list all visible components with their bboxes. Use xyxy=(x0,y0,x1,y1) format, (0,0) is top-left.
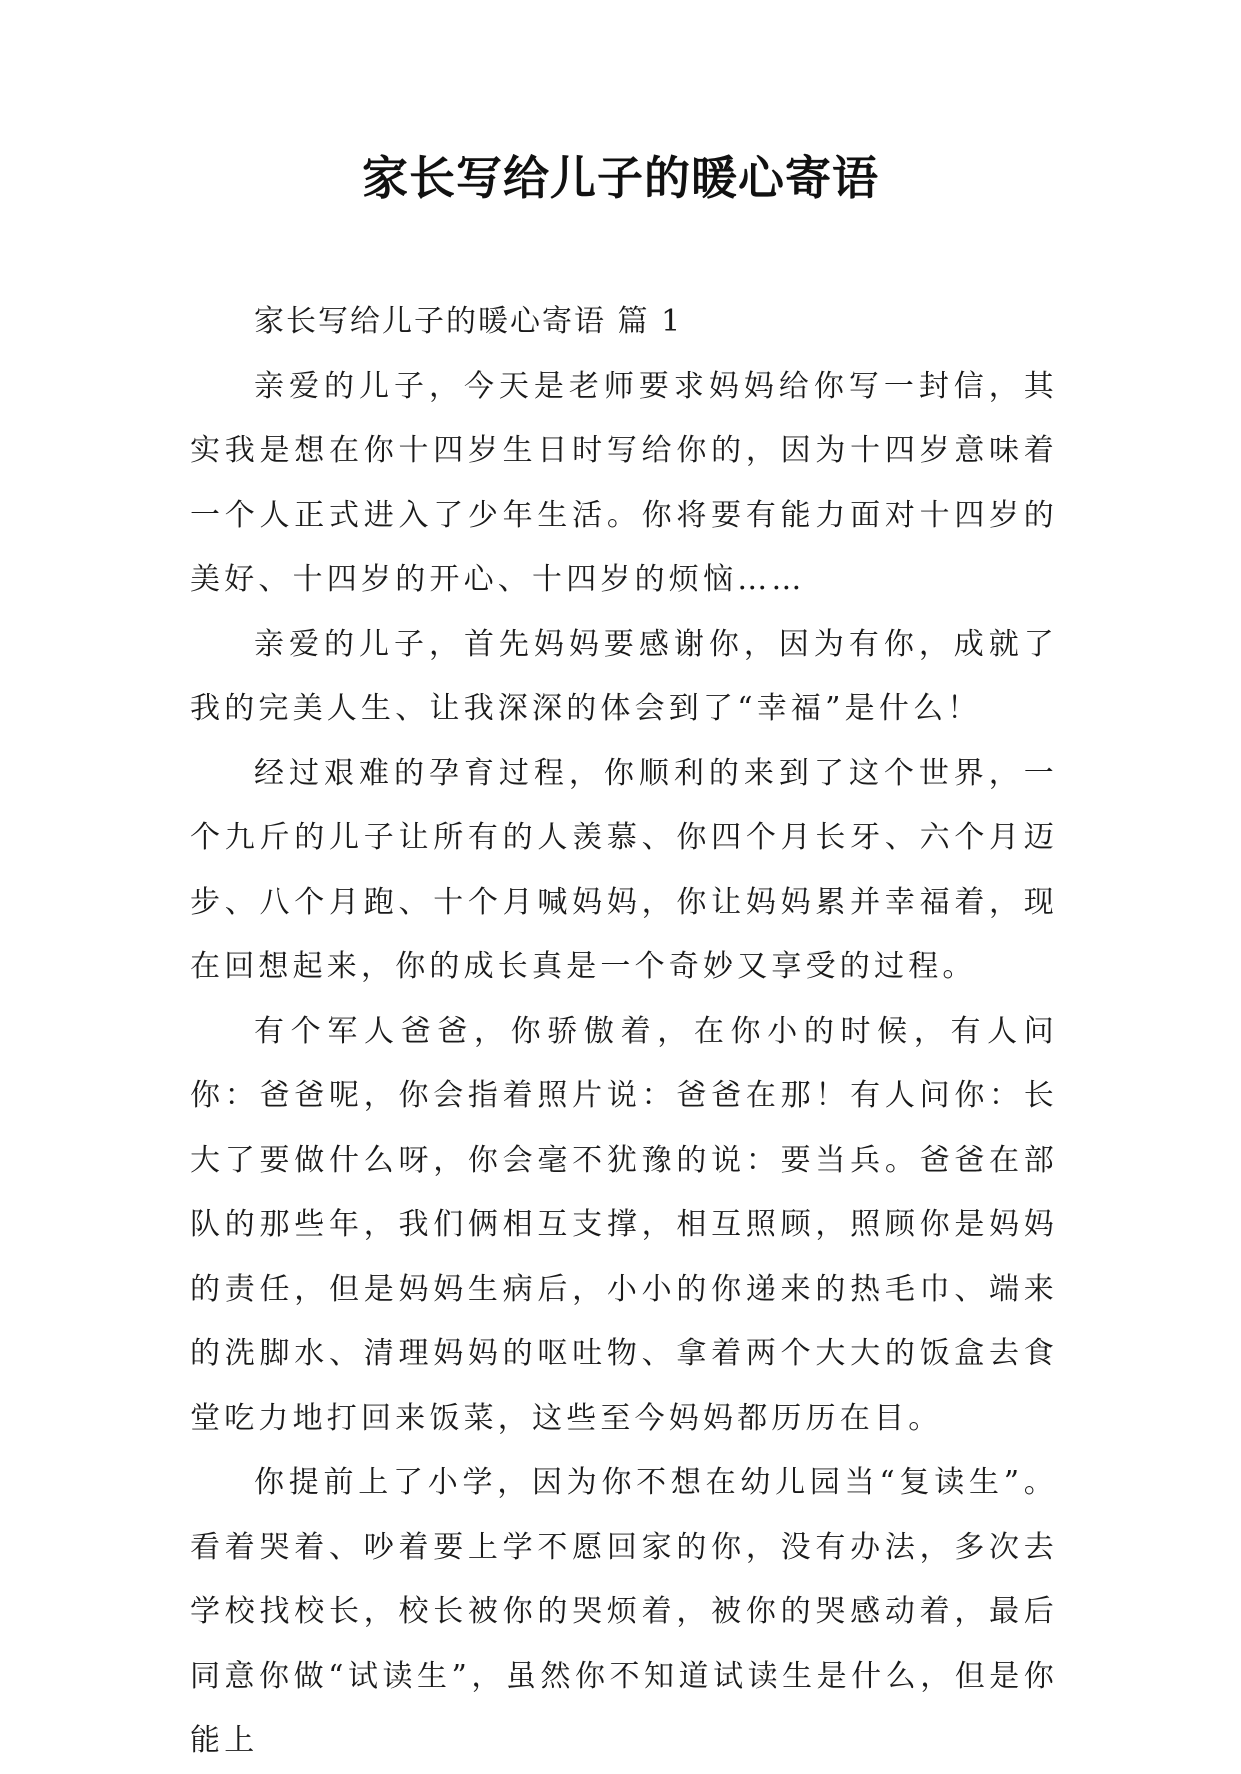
paragraph-3: 经过艰难的孕育过程，你顺利的来到了这个世界，一个九斤的儿子让所有的人羡慕、你四个月长牙、六个月迈步、八个月跑、十个月喊妈妈，你让妈妈累并幸福着，现在回想起来，你的成长真是一个奇妙又享受的过程。 xyxy=(190,755,1058,984)
paragraph-5: 你提前上了小学，因为你不想在幼儿园当“复读生”。看着哭着、吵着要上学不愿回家的你，没有办法，多次去学校找校长，校长被你的哭烦着，被你的哭感动着，最后同意你做“试读生”，虽然你不知道试读生是什么，但是你能上 xyxy=(190,1465,1058,1758)
paragraph-1: 亲爱的儿子，今天是老师要求妈妈给你写一封信，其实我是想在你十四岁生日时写给你的，因为十四岁意味着一个人正式进入了少年生活。你将要有能力面对十四岁的美好、十四岁的开心、十四岁的烦恼…… xyxy=(190,368,1058,597)
document-body xyxy=(190,290,1058,1774)
document-title: 家长写给儿子的暖心寄语 xyxy=(362,151,879,205)
section-heading: 家长写给儿子的暖心寄语 篇 1 xyxy=(254,304,683,339)
paragraph-4: 有个军人爸爸，你骄傲着，在你小的时候，有人问你：爸爸呢，你会指着照片说：爸爸在那！有人问你：长大了要做什么呀，你会毫不犹豫的说：要当兵。爸爸在部队的那些年，我们俩相互支撑，相互照顾，照顾你是妈妈的责任，但是妈妈生病后，小小的你递来的热毛巾、端来的洗脚水、清理妈妈的呕吐物、拿着两个大大的饭盒去食堂吃力地打回来饭菜，这些至今妈妈都历历在目。 xyxy=(190,1013,1058,1436)
paragraph-2: 亲爱的儿子，首先妈妈要感谢你，因为有你，成就了我的完美人生、让我深深的体会到了“幸福”是什么！ xyxy=(190,626,1058,726)
